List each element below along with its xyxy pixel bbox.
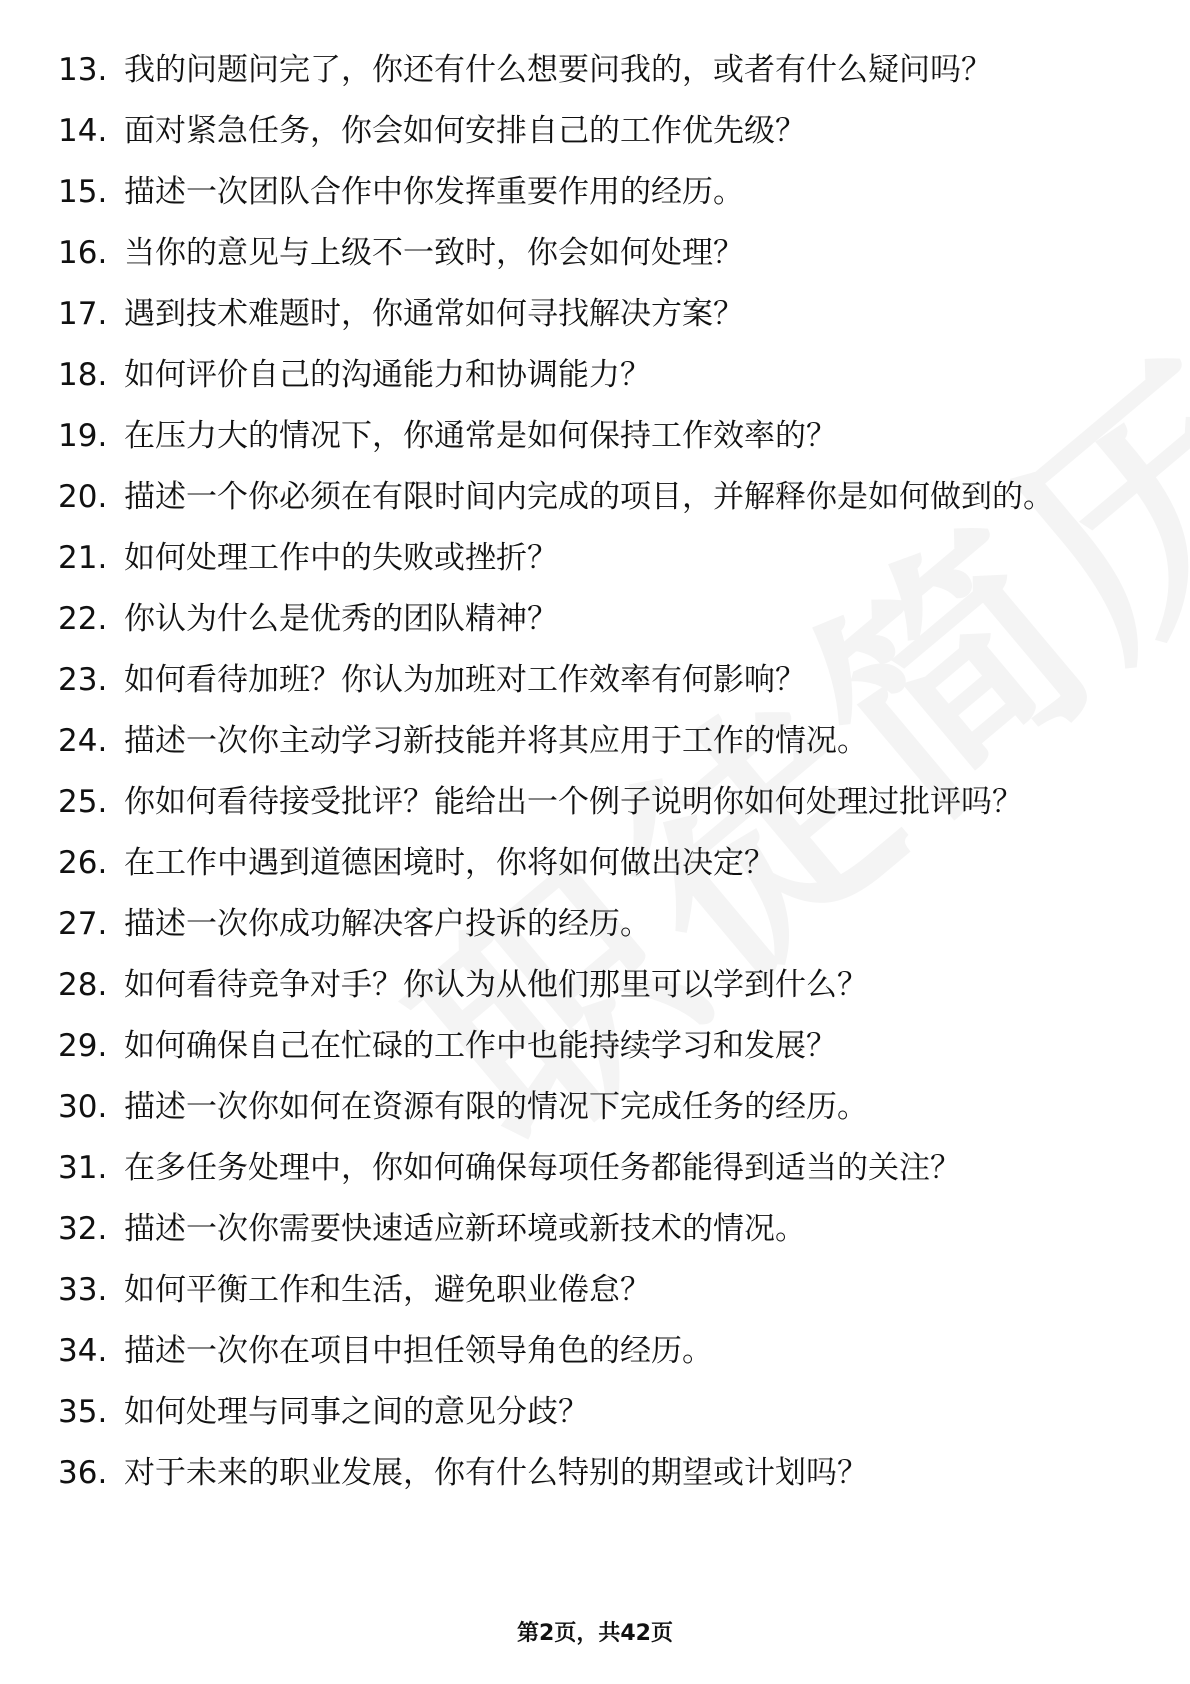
question-number: 22. (58, 601, 108, 637)
question-text: 如何平衡工作和生活，避免职业倦怠？ (124, 1272, 651, 1308)
question-item-36 (0, 1453, 1190, 1494)
question-text: 如何看待竞争对手？你认为从他们那里可以学到什么？ (124, 967, 868, 1003)
question-item-33 (0, 1270, 1190, 1311)
question-number: 19. (58, 418, 108, 454)
question-text: 遇到技术难题时，你通常如何寻找解决方案？ (124, 296, 744, 332)
question-item-27 (0, 904, 1190, 945)
question-number: 26. (58, 845, 108, 881)
question-number: 13. (58, 52, 108, 88)
question-number: 27. (58, 906, 108, 942)
question-text: 如何评价自己的沟通能力和协调能力？ (124, 357, 651, 393)
question-item-31 (0, 1148, 1190, 1189)
question-item-14 (0, 111, 1190, 152)
question-text: 描述一次你需要快速适应新环境或新技术的情况。 (124, 1211, 806, 1247)
question-text: 如何处理与同事之间的意见分歧？ (124, 1394, 589, 1430)
question-text: 面对紧急任务，你会如何安排自己的工作优先级？ (124, 113, 806, 149)
question-item-24 (0, 721, 1190, 762)
question-item-18 (0, 355, 1190, 396)
question-text: 在压力大的情况下，你通常是如何保持工作效率的？ (124, 418, 837, 454)
question-text: 描述一次你成功解决客户投诉的经历。 (124, 906, 651, 942)
question-number: 16. (58, 235, 108, 271)
page-number-label: 第2页，共42页 (517, 1621, 673, 1646)
question-number: 32. (58, 1211, 108, 1247)
question-text: 你认为什么是优秀的团队精神？ (124, 601, 558, 637)
question-item-35 (0, 1392, 1190, 1433)
question-item-25 (0, 782, 1190, 823)
question-text: 描述一次你在项目中担任领导角色的经历。 (124, 1333, 713, 1369)
question-number: 30. (58, 1089, 108, 1125)
question-item-34 (0, 1331, 1190, 1372)
question-item-21 (0, 538, 1190, 579)
question-number: 20. (58, 479, 108, 515)
question-list (0, 50, 1190, 1514)
question-number: 36. (58, 1455, 108, 1491)
question-item-29 (0, 1026, 1190, 1067)
question-number: 17. (58, 296, 108, 332)
question-text: 描述一个你必须在有限时间内完成的项目，并解释你是如何做到的。 (124, 479, 1054, 515)
question-text: 我的问题问完了，你还有什么想要问我的，或者有什么疑问吗？ (124, 52, 992, 88)
question-number: 28. (58, 967, 108, 1003)
question-text: 在工作中遇到道德困境时，你将如何做出决定？ (124, 845, 775, 881)
question-item-26 (0, 843, 1190, 884)
question-item-19 (0, 416, 1190, 457)
question-item-32 (0, 1209, 1190, 1250)
question-number: 24. (58, 723, 108, 759)
question-number: 14. (58, 113, 108, 149)
question-item-30 (0, 1087, 1190, 1128)
question-text: 如何确保自己在忙碌的工作中也能持续学习和发展？ (124, 1028, 837, 1064)
question-number: 23. (58, 662, 108, 698)
question-item-15 (0, 172, 1190, 213)
question-number: 15. (58, 174, 108, 210)
page-footer (0, 1616, 1190, 1647)
question-number: 18. (58, 357, 108, 393)
question-item-23 (0, 660, 1190, 701)
question-number: 35. (58, 1394, 108, 1430)
question-number: 21. (58, 540, 108, 576)
question-item-28 (0, 965, 1190, 1006)
question-item-17 (0, 294, 1190, 335)
question-text: 描述一次团队合作中你发挥重要作用的经历。 (124, 174, 744, 210)
question-text: 当你的意见与上级不一致时，你会如何处理？ (124, 235, 744, 271)
question-number: 31. (58, 1150, 108, 1186)
question-number: 25. (58, 784, 108, 820)
question-item-22 (0, 599, 1190, 640)
question-text: 如何看待加班？你认为加班对工作效率有何影响？ (124, 662, 806, 698)
question-number: 33. (58, 1272, 108, 1308)
question-item-16 (0, 233, 1190, 274)
question-text: 在多任务处理中，你如何确保每项任务都能得到适当的关注？ (124, 1150, 961, 1186)
question-item-20 (0, 477, 1190, 518)
question-text: 描述一次你主动学习新技能并将其应用于工作的情况。 (124, 723, 868, 759)
question-item-13 (0, 50, 1190, 91)
question-text: 你如何看待接受批评？能给出一个例子说明你如何处理过批评吗？ (124, 784, 1023, 820)
question-text: 对于未来的职业发展，你有什么特别的期望或计划吗？ (124, 1455, 868, 1491)
question-number: 34. (58, 1333, 108, 1369)
question-text: 如何处理工作中的失败或挫折？ (124, 540, 558, 576)
question-text: 描述一次你如何在资源有限的情况下完成任务的经历。 (124, 1089, 868, 1125)
question-number: 29. (58, 1028, 108, 1064)
